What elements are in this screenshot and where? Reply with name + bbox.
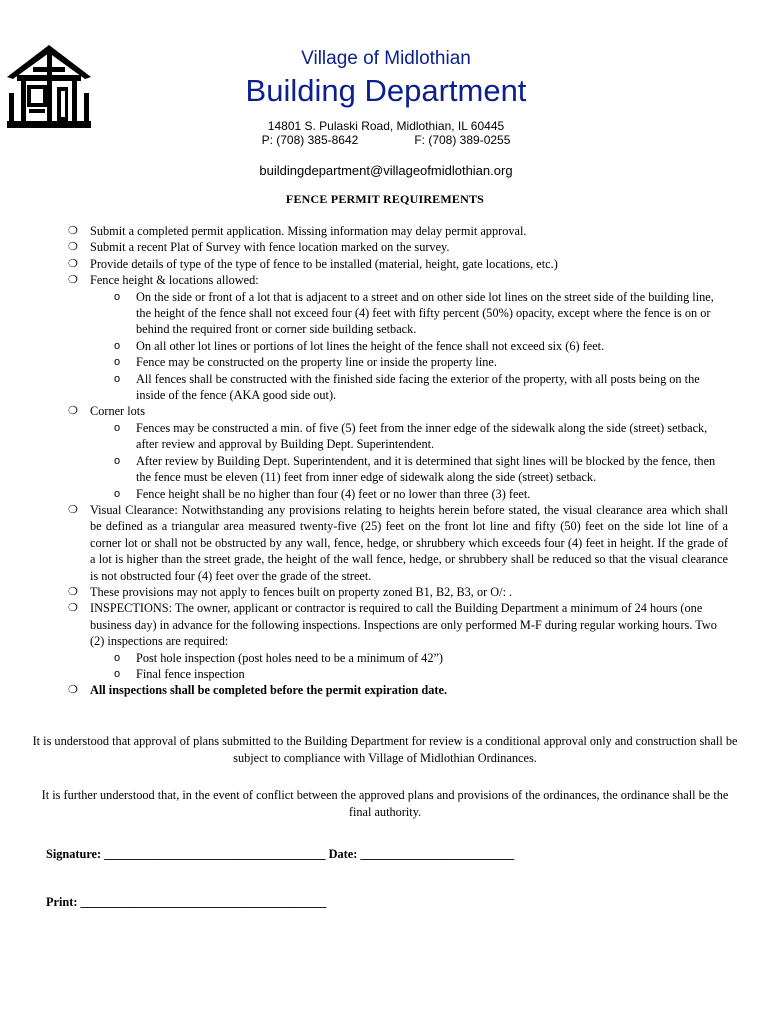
sub-list-item: o On all other lot lines or portions of lot lines the height of the fence shall not exceed six (6) feet. — [114, 338, 605, 353]
bullet-icon: ❍ — [68, 404, 78, 418]
page-title: FENCE PERMIT REQUIREMENTS — [285, 192, 485, 206]
phone-number: P: (708) 385-8642 — [261, 133, 359, 147]
sub-list-item: o After review by Building Dept. Superintendent, and it is determined that sight lines will be blocked by the fence, then the fence must be eleven (11) feet from inner edge of sidewalk along the side (street) setback. — [114, 453, 716, 485]
sub-bullet-icon: o — [114, 339, 121, 352]
sub-bullet-icon: o — [114, 454, 121, 467]
list-item: ❍ Submit a completed permit application. Missing information may delay permit approval. — [68, 224, 527, 238]
sub-bullet-icon: o — [114, 651, 121, 664]
bullet-icon: ❍ — [68, 256, 78, 270]
sub-list-item: o Final fence inspection — [114, 666, 245, 681]
print-label: Print: — [46, 895, 78, 909]
bullet-icon: ❍ — [68, 683, 78, 697]
sub-bullet-icon: o — [114, 421, 121, 434]
sub-list-item: o Fences may be constructed a min. of five (5) feet from the inner edge of the sidewalk along the side (street) setback, after review and approval by Building Dept. Superintendent. — [114, 420, 708, 452]
bullet-icon: ❍ — [68, 240, 78, 254]
bullet-icon: ❍ — [68, 584, 78, 598]
letterhead — [236, 47, 536, 179]
list-item: ❍ These provisions may not apply to fences built on property zoned B1, B2, B3, or O/: . — [68, 584, 513, 599]
sub-bullet-icon: o — [114, 290, 121, 303]
signature-label: Signature: — [46, 847, 102, 861]
bullet-icon: ❍ — [68, 502, 78, 516]
sub-bullet-icon: o — [114, 372, 121, 385]
date-label: Date: — [328, 847, 358, 861]
sub-list-item: o Fence height shall be no higher than four (4) feet or no lower than three (3) feet. — [114, 486, 531, 501]
list-item: ❍ Provide details of type of the type of fence to be installed (material, height, gate locations, etc.) — [68, 256, 558, 271]
email-address: buildingdepartment@villageofmidlothian.org — [259, 163, 513, 178]
building-logo-icon — [3, 43, 95, 131]
sub-bullet-icon: o — [114, 487, 121, 500]
department-name: Building Department — [245, 73, 527, 108]
fax-number: F: (708) 389-0255 — [414, 133, 511, 147]
sub-list-item: o On the side or front of a lot that is adjacent to a street and on other side lot lines on the street side of the building line, the height of the fence shall not exceed four (4) feet with fifty percent (50%) opacity, except where the fence is on or behind the required front or corner side building setback. — [114, 289, 714, 337]
approval-paragraph: It is understood that approval of plans submitted to the Building Department for review is a conditional approval only and construction shall be subject to compliance with Village of Midlothian Ordinances. — [32, 734, 738, 765]
list-item: ❍ Submit a recent Plat of Survey with fence location marked on the survey. — [68, 240, 450, 255]
signature-line[interactable]: ____________________________________ — [104, 847, 326, 861]
list-item: ❍ Visual Clearance: Notwithstanding any provisions relating to heights herein before stated, the visual clearance area which shall be defined as a triangular area measured twenty-five (25) feet on the front lot line and fifty (50) feet on the side lot line of a corner lot or shall not be obstructed by any wall, fence, hedge, or shrubbery which exceeds four (4) feet in height. If the grade of a lot is higher than the street grade, the height of the wall fence, hedge, or shrubbery shall be reduced so that the visual clearance is not obstructed four (4) feet over the grade of the street. — [68, 502, 728, 583]
signature-row — [46, 847, 514, 862]
sub-bullet-icon: o — [114, 356, 121, 369]
list-item: ❍ Corner lots — [68, 404, 145, 419]
list-item: ❍ Fence height & locations allowed: — [68, 273, 259, 288]
print-row — [46, 895, 326, 910]
requirements-list — [62, 223, 728, 699]
bullet-icon: ❍ — [68, 601, 78, 615]
list-item: ❍ INSPECTIONS: The owner, applicant or contractor is required to call the Building Department a minimum of 24 hours (one business day) in advance for the following inspections. Inspections are only performed M-F during regular working hours. Two (2) inspections are required: — [68, 601, 717, 649]
bullet-icon: ❍ — [68, 224, 78, 237]
conflict-paragraph: It is further understood that, in the event of conflict between the approved plans and provisions of the ordinances, the ordinance shall be the final authority. — [41, 788, 729, 819]
list-item: ❍ All inspections shall be completed before the permit expiration date. — [68, 683, 448, 698]
print-line[interactable]: ________________________________________ — [80, 895, 327, 909]
sub-list-item: o Fence may be constructed on the property line or inside the property line. — [114, 355, 497, 370]
bullet-icon: ❍ — [68, 273, 78, 287]
sub-list-item: o Post hole inspection (post holes need to be a minimum of 42”) — [114, 650, 444, 665]
village-name: Village of Midlothian — [301, 48, 471, 69]
sub-bullet-icon: o — [114, 667, 121, 680]
contact-numbers — [236, 133, 536, 147]
sub-list-item: o All fences shall be constructed with the finished side facing the exterior of the property, with all posts being on the inside of the fence (AKA good side out). — [114, 371, 700, 403]
date-line[interactable]: _________________________ — [360, 847, 515, 861]
address: 14801 S. Pulaski Road, Midlothian, IL 60445 — [267, 119, 505, 133]
